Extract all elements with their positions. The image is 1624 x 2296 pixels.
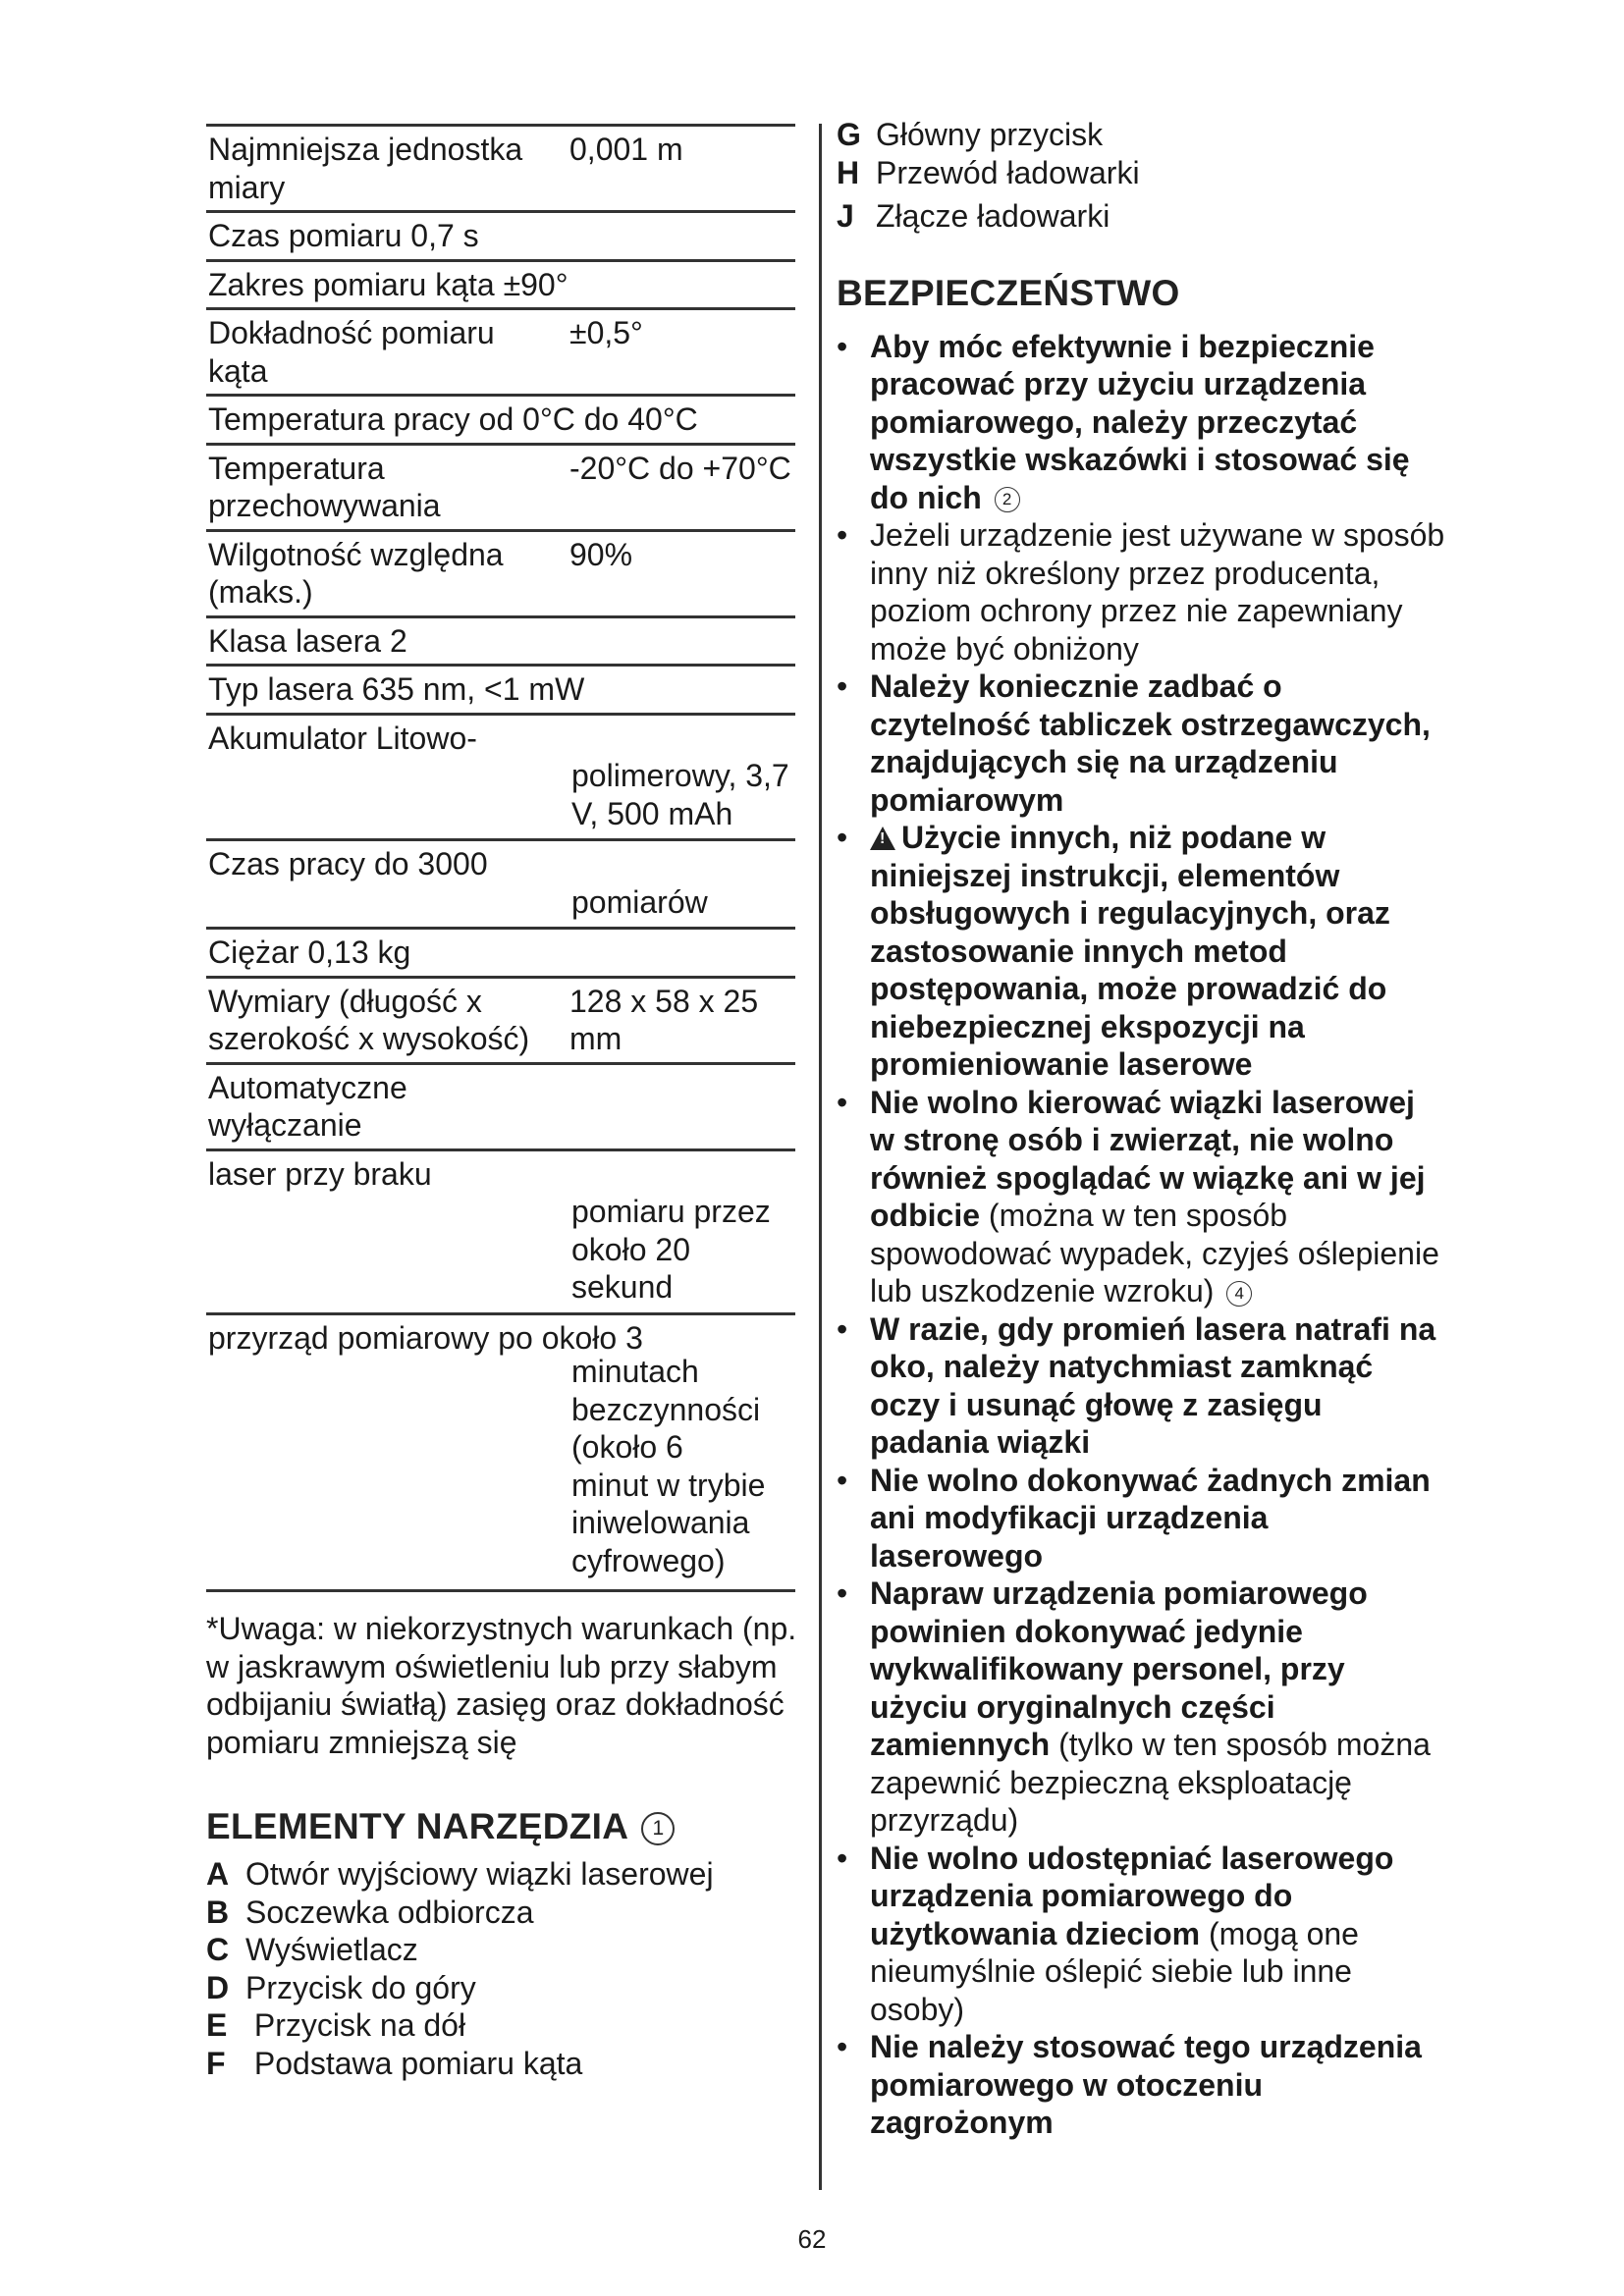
- bold-text: Aby móc efektywnie i bezpiecznie pracować przy użyciu urządzenia pomiarowego, należy przeczytać wszystkie wskazówki i stosować się do nich: [870, 328, 1410, 515]
- safety-section: [837, 273, 1445, 2142]
- list-item: [206, 2045, 795, 2083]
- list-item: [206, 1855, 795, 1894]
- spec-value: 0,001 m: [569, 132, 683, 167]
- spec-value: 128 x 58 x 25 mm: [569, 983, 759, 1056]
- item-key: D: [206, 1969, 230, 2005]
- bullet-icon: •: [837, 1575, 848, 1611]
- spec-value: pomiaru przez około 20 sekund: [571, 1194, 771, 1305]
- item-text: Przewód ładowarki: [876, 154, 1140, 190]
- bold-text: Użycie innych, niż podane w niniejszej instrukcji, elementów obsługowych i regulacyjnych, oraz zastosowanie innych metod postępowania, może prowadzić do niebezpiecznej ekspozycji na promieniowanie laserowe: [870, 820, 1390, 1082]
- list-item: [837, 154, 1445, 192]
- item-key: A: [206, 1856, 230, 1892]
- figure-ref-2: 2: [995, 487, 1020, 512]
- item-key: C: [206, 1932, 230, 1967]
- spec-row: [206, 397, 795, 446]
- spec-row: [206, 127, 795, 213]
- spec-label: Najmniejsza jednostka miary: [208, 132, 523, 205]
- bullet-icon: •: [837, 1310, 848, 1347]
- list-item: [837, 116, 1445, 154]
- bullet-icon: •: [837, 517, 848, 553]
- spec-row: [206, 716, 795, 842]
- bold-text: W razie, gdy promień lasera natrafi na oko, należy natychmiast zamknąć oczy i usunąć głowę z zasięgu padania wiązki: [870, 1310, 1436, 1460]
- item-key: E: [206, 2007, 228, 2043]
- bold-text: Należy koniecznie zadbać o czytelność tabliczek ostrzegawczych, znajdujących się na urządzeniu pomiarowym: [870, 668, 1431, 818]
- spec-value: -20°C do +70°C: [569, 450, 791, 486]
- item-text: Przycisk na dół: [245, 2007, 466, 2043]
- item-key: F: [206, 2045, 226, 2081]
- spec-label: Akumulator Litowo-: [208, 720, 477, 756]
- bold-text: Nie wolno dokonywać żadnych zmian ani modyfikacji urządzenia laserowego: [870, 1462, 1431, 1574]
- item-text: Przycisk do góry: [245, 1969, 476, 2005]
- list-item: [837, 1575, 1445, 1840]
- bold-text: Nie wolno udostępniać laserowego urządzenia pomiarowego do użytkowania dzieciom: [870, 1840, 1394, 1951]
- footnote: *Uwaga: w niekorzystnych warunkach (np. w jaskrawym oświetleniu lub przy słabym odbijaniu światłą) zasięg oraz dokładność pomiaru zmniejszą się: [206, 1611, 797, 1760]
- spec-row: [206, 213, 795, 262]
- list-item: [837, 197, 1445, 236]
- spec-label: Klasa lasera 2: [208, 622, 407, 659]
- list-item: [206, 1931, 795, 1969]
- safety-list: [837, 328, 1445, 2142]
- item-text: Podstawa pomiaru kąta: [245, 2045, 583, 2081]
- bullet-icon: •: [837, 820, 848, 855]
- normal-text: (można w ten sposób spowodować wypadek, czyjeś oślepienie lub uszkodzenie wzroku): [870, 1198, 1439, 1308]
- warning-icon: [870, 827, 895, 850]
- spec-row: [206, 667, 795, 716]
- list-item: [206, 2006, 795, 2045]
- item-text: Otwór wyjściowy wiązki laserowej: [245, 1856, 714, 1892]
- spec-row: [206, 1065, 795, 1151]
- spec-row: [206, 618, 795, 667]
- bold-text: Nie należy stosować tego urządzenia pomiarowego w otoczeniu zagrożonym: [870, 2029, 1422, 2140]
- spec-label: laser przy braku: [208, 1155, 432, 1192]
- elements-list-continued: [837, 116, 1445, 236]
- list-item: [837, 328, 1445, 517]
- spec-label: Temperatura przechowywania: [208, 450, 441, 523]
- list-item: [837, 1310, 1445, 1462]
- spec-row: [206, 262, 795, 311]
- spec-row: [206, 1315, 795, 1593]
- page-number: 62: [797, 2224, 827, 2254]
- list-item: [837, 1462, 1445, 1575]
- spec-label: Czas pomiaru 0,7 s: [208, 218, 479, 253]
- item-key: B: [206, 1894, 230, 1930]
- elements-list: [206, 1855, 795, 2082]
- list-item: [837, 819, 1445, 1084]
- bold-text: Napraw urządzenia pomiarowego powinien dokonywać jedynie wykwalifikowany personel, przy użyciu oryginalnych części zamiennych: [870, 1575, 1368, 1762]
- list-item: [837, 1084, 1445, 1310]
- heading-text: ELEMENTY NARZĘDZIA: [206, 1806, 627, 1846]
- normal-text: (tylko w ten sposób można zapewnić bezpieczną eksploatację przyrządu): [870, 1727, 1431, 1838]
- spec-label: Wymiary (długość x szerokość x wysokość): [208, 983, 530, 1056]
- list-item: [206, 1894, 795, 1932]
- normal-text: Jeżeli urządzenie jest używane w sposób inny niż określony przez producenta, poziom ochrony przez nie zapewniany może być obniżony: [870, 517, 1445, 667]
- bullet-icon: •: [837, 2029, 848, 2064]
- bullet-icon: •: [837, 1840, 848, 1876]
- spec-value: minutach bezczynności (około 6 minut w trybie iniwelowania cyfrowego): [571, 1354, 766, 1578]
- spec-table: [206, 124, 795, 1592]
- list-item: [206, 1969, 795, 2007]
- spec-row: [206, 841, 795, 930]
- spec-label: Typ lasera 635 nm, <1 mW: [208, 671, 585, 707]
- left-column: [206, 124, 795, 2082]
- spec-value: 90%: [569, 536, 633, 572]
- spec-row: [206, 930, 795, 979]
- list-item: [837, 1840, 1445, 2029]
- normal-text: (mogą one nieumyślnie oślepić siebie lub inne osoby): [870, 1915, 1359, 2027]
- right-column: [837, 116, 1445, 2158]
- spec-label: Zakres pomiaru kąta ±90°: [208, 266, 568, 302]
- bold-text: Nie wolno kierować wiązki laserowej w stronę osób i zwierząt, nie wolno również spoglądać w wiązkę ani w jej odbicie: [870, 1084, 1426, 1233]
- spec-label: Czas pracy do 3000: [208, 846, 488, 881]
- bullet-icon: •: [837, 328, 848, 364]
- list-item: [837, 516, 1445, 667]
- elements-heading: [206, 1806, 795, 1847]
- spec-row: [206, 979, 795, 1065]
- item-text: Złącze ładowarki: [876, 198, 1110, 234]
- elements-section: [206, 1806, 795, 2082]
- spec-row: [206, 446, 795, 532]
- bullet-icon: •: [837, 668, 848, 704]
- spec-label: przyrząd pomiarowy po około 3: [208, 1319, 643, 1356]
- spec-label: Wilgotność względna (maks.): [208, 536, 504, 610]
- item-key: J: [837, 198, 854, 234]
- bullet-icon: •: [837, 1462, 848, 1498]
- spec-label: Temperatura pracy od 0°C do 40°C: [208, 401, 698, 437]
- item-text: Soczewka odbiorcza: [245, 1894, 534, 1930]
- item-key: G: [837, 117, 861, 152]
- bullet-icon: •: [837, 1084, 848, 1120]
- spec-row: [206, 310, 795, 397]
- spec-label: Automatyczne wyłączanie: [208, 1069, 407, 1143]
- item-key: H: [837, 154, 860, 190]
- figure-ref-1: 1: [641, 1812, 675, 1845]
- spec-value: pomiarów: [571, 883, 708, 920]
- spec-value: ±0,5°: [569, 315, 643, 350]
- spec-value: polimerowy, 3,7 V, 500 mAh: [571, 758, 789, 831]
- column-divider: [819, 124, 822, 2190]
- spec-label: Dokładność pomiaru kąta: [208, 315, 495, 389]
- spec-label: Ciężar 0,13 kg: [208, 934, 411, 970]
- spec-row: [206, 532, 795, 618]
- item-text: Główny przycisk: [876, 117, 1104, 152]
- safety-heading: BEZPIECZEŃSTWO: [837, 272, 1180, 313]
- spec-row: [206, 1151, 795, 1315]
- figure-ref-4: 4: [1226, 1281, 1252, 1307]
- item-text: Wyświetlacz: [245, 1932, 418, 1967]
- list-item: [837, 2028, 1445, 2142]
- list-item: [837, 667, 1445, 819]
